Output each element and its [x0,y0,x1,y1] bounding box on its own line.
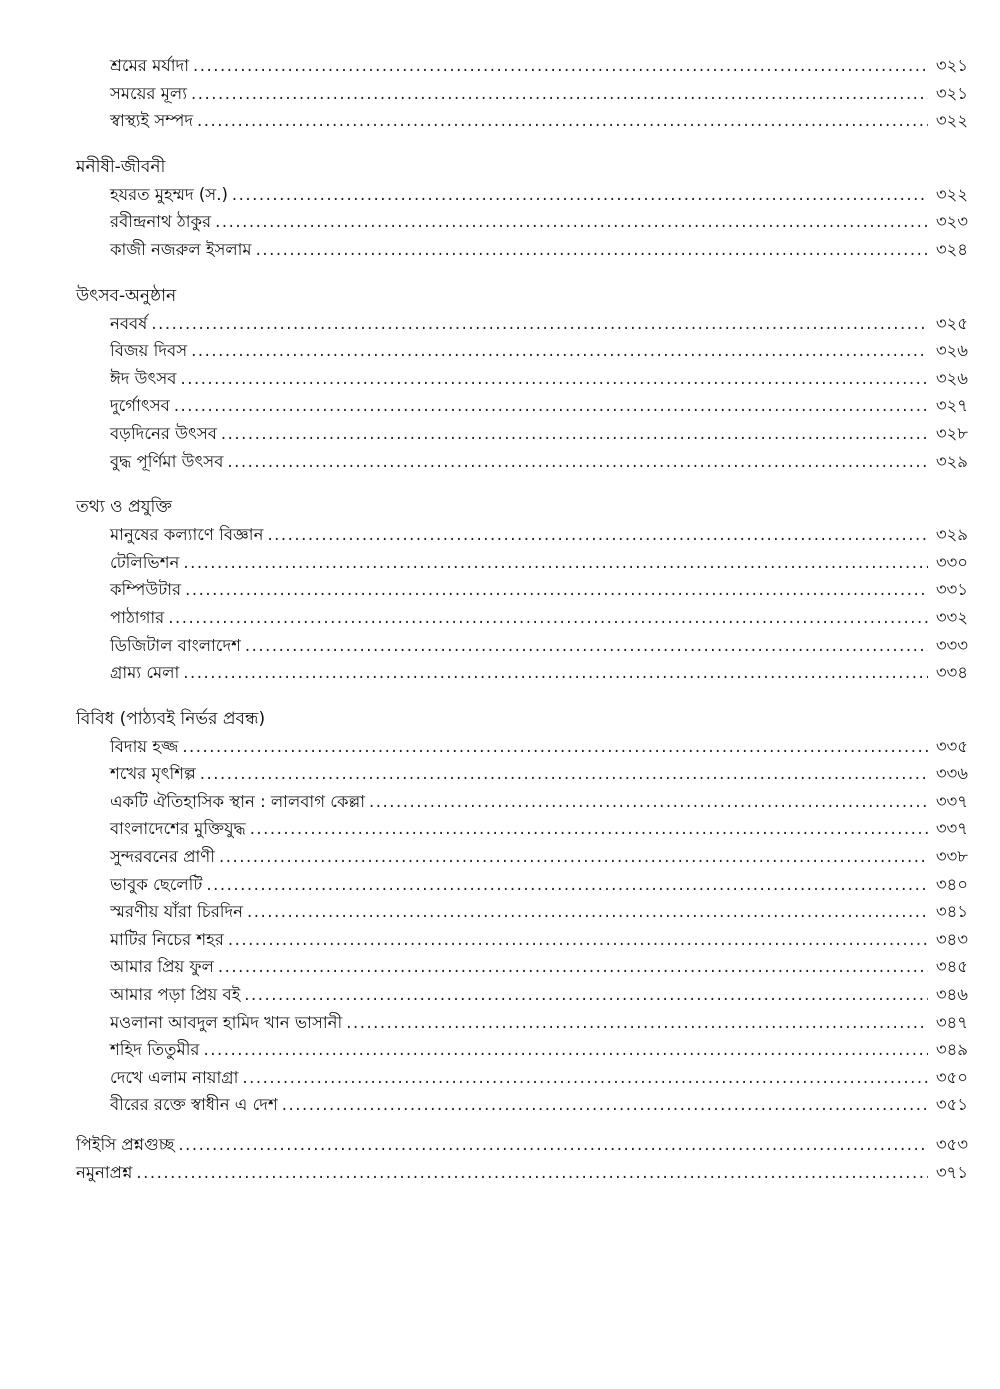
entry-page: ৩৩৪ [935,663,968,683]
dot-leader [215,208,928,236]
toc-entry[interactable] [76,337,968,365]
entry-page: ৩২১ [935,56,968,75]
dot-leader [178,1131,928,1159]
dot-leader [228,926,928,954]
dot-leader [227,448,928,476]
entry-page: ৩৫০ [935,1067,968,1087]
entry-page: ৩৩৮ [935,847,968,867]
toc-entry[interactable] [76,1036,968,1064]
toc-entry[interactable] [76,208,968,236]
entry-title: দেখে এলাম নায়াগ্রা [110,1067,239,1087]
dot-leader [180,365,928,393]
entry-title: বাংলাদেশের মুক্তিযুদ্ধ [110,819,246,839]
dot-leader [151,310,928,338]
toc-entry[interactable] [76,80,968,108]
entry-page: ৩২৯ [935,451,968,471]
table-of-contents [76,52,968,1186]
entry-title: গ্রাম্য মেলা [110,663,180,683]
entry-page: ৩২৯ [935,525,968,545]
entry-page: ৩২৫ [935,313,968,333]
entry-title: বুদ্ধ পূর্ণিমা উৎসব [110,451,224,471]
entry-title: পাঠাগার [110,607,165,627]
entry-page: ৩৪১ [935,902,968,922]
entry-title: আমার প্রিয় ফুল [110,957,214,977]
entry-page: ৩৭১ [935,1162,968,1182]
toc-entry[interactable] [76,420,968,448]
entry-page: ৩২১ [935,83,968,103]
dot-leader [267,521,928,549]
dot-leader [242,1064,928,1092]
section-heading: বিবিধ (পাঠ্যবই নির্ভর প্রবন্ধ) [76,708,266,729]
toc-entry[interactable] [76,181,968,209]
dot-leader [250,815,928,843]
dot-leader [206,871,928,899]
entry-title: বীরের রক্তে স্বাধীন এ দেশ [110,1095,278,1115]
entry-title: শহিদ তিতুমীর [110,1040,200,1060]
entry-page: ৩৩৫ [935,736,968,756]
toc-section-festivals [76,282,968,476]
toc-section-biographies [76,153,968,264]
entry-title: স্বাস্থ্যই সম্পদ [110,111,194,131]
entry-page: ৩৩০ [935,552,968,572]
entry-page: ৩৩১ [935,580,968,600]
toc-entry[interactable] [76,310,968,338]
entry-title: মাটির নিচের শহর [110,929,224,949]
entry-title: মানুষের কল্যাণে বিজ্ঞান [110,525,264,545]
toc-entry[interactable] [76,448,968,476]
entry-page: ৩৩২ [935,607,968,627]
entry-title: বিদায় হজ্জ [110,736,179,756]
entry-title: স্মরণীয় যাঁরা চিরদিন [110,902,244,922]
entry-page: ৩২৭ [935,396,968,416]
dot-leader [168,604,928,632]
dot-leader [369,788,928,816]
entry-title: পিইসি প্রশ্নগুচ্ছ [76,1135,175,1154]
entry-title: আমার পড়া প্রিয় বই [110,985,241,1005]
section-heading: তথ্য ও প্রযুক্তি [76,497,172,518]
toc-section-ict [76,493,968,687]
entry-page: ৩৩৭ [935,819,968,839]
entry-page: ৩৫১ [935,1095,968,1115]
dot-leader [197,107,928,135]
entry-title: দুর্গোৎসব [110,396,170,416]
entry-page: ৩২৬ [935,368,968,388]
toc-entry[interactable] [76,236,968,264]
entry-page: ৩৪৭ [935,1012,968,1032]
toc-entry[interactable] [76,392,968,420]
toc-entry[interactable] [76,549,968,577]
dot-leader [282,1091,928,1119]
dot-leader [185,576,928,604]
entry-title: ডিজিটাল বাংলাদেশ [110,635,241,655]
toc-entry[interactable] [76,926,968,954]
entry-page: ৩৩৭ [935,791,968,811]
entry-title: বড়দিনের উৎসব [110,423,217,443]
toc-entry[interactable] [76,871,968,899]
dot-leader [244,981,928,1009]
dot-leader [256,236,928,264]
dot-leader [221,420,928,448]
entry-title: নববর্ষ [110,313,148,333]
section-heading: উৎসব-অনুষ্ঠান [76,285,177,306]
toc-entry[interactable] [76,1009,968,1037]
entry-title: শ্রমের মর্যাদা [110,56,190,75]
section-heading: মনীষী-জীবনী [76,156,166,177]
entry-page: ৩৪৫ [935,957,968,977]
dot-leader [218,953,928,981]
entry-page: ৩৩৬ [935,764,968,784]
entry-title: সুন্দরবনের প্রাণী [110,847,215,867]
toc-entry[interactable] [76,898,968,926]
entry-page: ৩৪৯ [935,1040,968,1060]
dot-leader [183,659,928,687]
toc-entry[interactable] [76,521,968,549]
dot-leader [204,1036,928,1064]
toc-entry[interactable] [76,365,968,393]
dot-leader [136,1159,928,1187]
toc-entry[interactable] [76,1159,968,1187]
toc-entry[interactable] [76,659,968,687]
entry-page: ৩৫৩ [935,1135,968,1154]
toc-entry[interactable] [76,632,968,660]
entry-title: কম্পিউটার [110,580,182,600]
dot-leader [191,337,928,365]
entry-page: ৩২২ [935,111,968,131]
entry-title: রবীন্দ্রনাথ ঠাকুর [110,212,212,232]
entry-page: ৩২৮ [935,423,968,443]
dot-leader [182,733,928,761]
entry-page: ৩২৬ [935,341,968,361]
toc-entry[interactable] [76,52,968,80]
toc-entry[interactable] [76,1131,968,1159]
dot-leader [232,181,928,209]
entry-title: বিজয় দিবস [110,341,188,361]
toc-entry[interactable] [76,788,968,816]
entry-page: ৩৪৬ [935,985,968,1005]
dot-leader [193,52,928,80]
entry-page: ৩৪৩ [935,929,968,949]
toc-entry[interactable] [76,981,968,1009]
toc-section-continued [76,52,968,135]
dot-leader [346,1009,928,1037]
toc-entry[interactable] [76,107,968,135]
toc-entry[interactable] [76,1064,968,1092]
entry-title: নমুনাপ্রশ্ন [76,1162,133,1182]
dot-leader [247,898,928,926]
entry-page: ৩২৪ [935,239,968,259]
dot-leader [245,632,928,660]
entry-page: ৩২২ [935,184,968,204]
dot-leader [174,392,928,420]
toc-entry[interactable] [76,733,968,761]
toc-entry[interactable] [76,604,968,632]
entry-title: ঈদ উৎসব [110,368,177,388]
toc-entry[interactable] [76,1091,968,1119]
dot-leader [183,549,928,577]
toc-entry[interactable] [76,953,968,981]
entry-title: সময়ের মূল্য [110,83,187,103]
toc-entry[interactable] [76,815,968,843]
toc-section-miscellaneous [76,705,968,1119]
dot-leader [200,760,928,788]
entry-title: কাজী নজরুল ইসলাম [110,239,252,259]
toc-entry[interactable] [76,843,968,871]
dot-leader [219,843,928,871]
toc-entry[interactable] [76,576,968,604]
entry-title: ভাবুক ছেলেটি [110,874,203,894]
toc-entry[interactable] [76,760,968,788]
toc-section-questions [76,1131,968,1186]
entry-page: ৩৩৩ [935,635,968,655]
entry-title: টেলিভিশন [110,552,180,572]
entry-title: একটি ঐতিহাসিক স্থান : লালবাগ কেল্লা [110,791,366,811]
entry-page: ৩৪০ [935,874,968,894]
entry-page: ৩২৩ [935,212,968,232]
entry-title: হযরত মুহম্মদ (স.) [110,184,228,204]
entry-title: শখের মৃৎশিল্প [110,764,196,784]
dot-leader [191,80,928,108]
entry-title: মওলানা আবদুল হামিদ খান ভাসানী [110,1012,343,1032]
